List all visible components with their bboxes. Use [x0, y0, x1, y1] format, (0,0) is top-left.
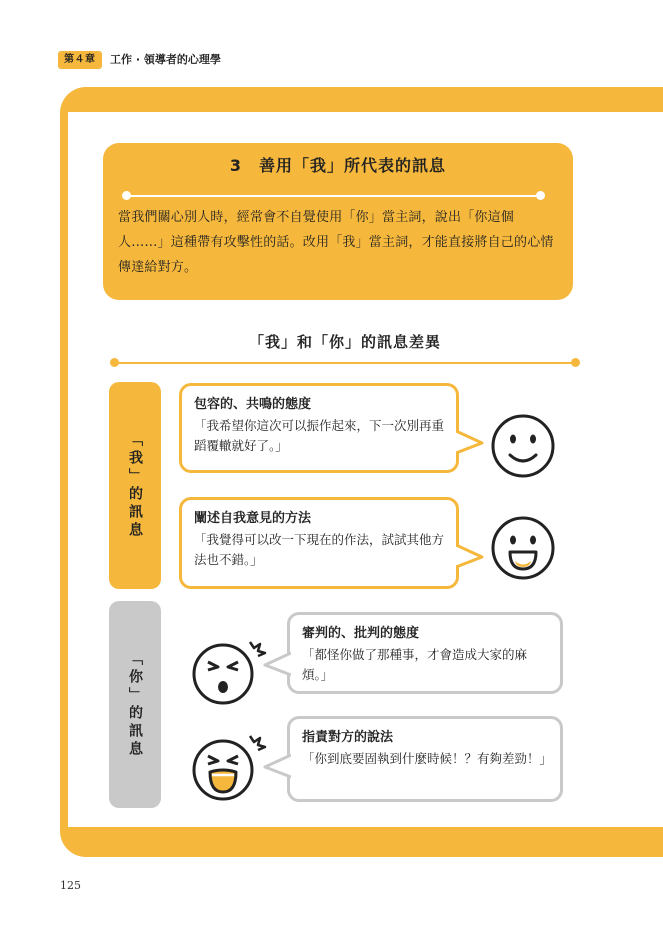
wo-message-tab: 「我」的訊息 — [109, 382, 161, 589]
section-divider-dot-left — [122, 191, 131, 200]
chapter-badge: 第４章 — [58, 51, 102, 69]
bubble-heading: 指責對方的說法 — [302, 730, 394, 745]
message-bubble-1 — [179, 383, 459, 473]
bubble-text: 「都怪你做了那種事，才會造成大家的麻煩。」 — [302, 647, 528, 682]
message-bubble-2 — [179, 497, 459, 589]
page-number: 125 — [60, 879, 81, 892]
bubble-text: 「我覺得可以改一下現在的作法，試試其他方法也不錯。」 — [194, 532, 445, 567]
bubble-heading: 闡述自我意見的方法 — [194, 511, 312, 526]
bubble-text: 「你到底要固執到什麼時候！？有夠差勁！」 — [302, 751, 553, 766]
happy-face-icon — [490, 515, 556, 581]
message-bubble-3 — [287, 612, 563, 694]
bubble-text: 「我希望你這次可以振作起來，下一次別再重蹈覆轍就好了。」 — [194, 418, 445, 453]
smiling-face-icon — [490, 413, 556, 479]
bubble-tail-icon — [456, 428, 486, 458]
ni-message-tab: 「你」的訊息 — [109, 601, 161, 808]
bubble-heading: 審判的、批判的態度 — [302, 626, 420, 641]
section-divider-dot-right — [536, 191, 545, 200]
message-bubble-4 — [287, 716, 563, 802]
chapter-title: 工作 · 領導者的心理學 — [110, 53, 221, 66]
shouting-face-icon — [188, 726, 268, 806]
section-body: 當我們關心別人時，經常會不自覺使用「你」當主詞，說出「你這個人……」這種帶有攻擊性的話。改用「我」當主詞，才能直接將自己的心情傳達給對方。 — [118, 210, 554, 275]
section-title: 3 善用「我」所代表的訊息 — [229, 156, 447, 175]
bubble-heading: 包容的、共鳴的態度 — [194, 397, 312, 412]
section-divider — [126, 195, 540, 197]
angry-face-icon — [188, 632, 268, 712]
comparison-divider-dot-right — [571, 358, 580, 367]
comparison-divider — [115, 362, 575, 364]
bubble-tail-icon — [456, 542, 486, 572]
comparison-divider-dot-left — [110, 358, 119, 367]
comparison-title: 「我」和「你」的訊息差異 — [248, 333, 441, 351]
